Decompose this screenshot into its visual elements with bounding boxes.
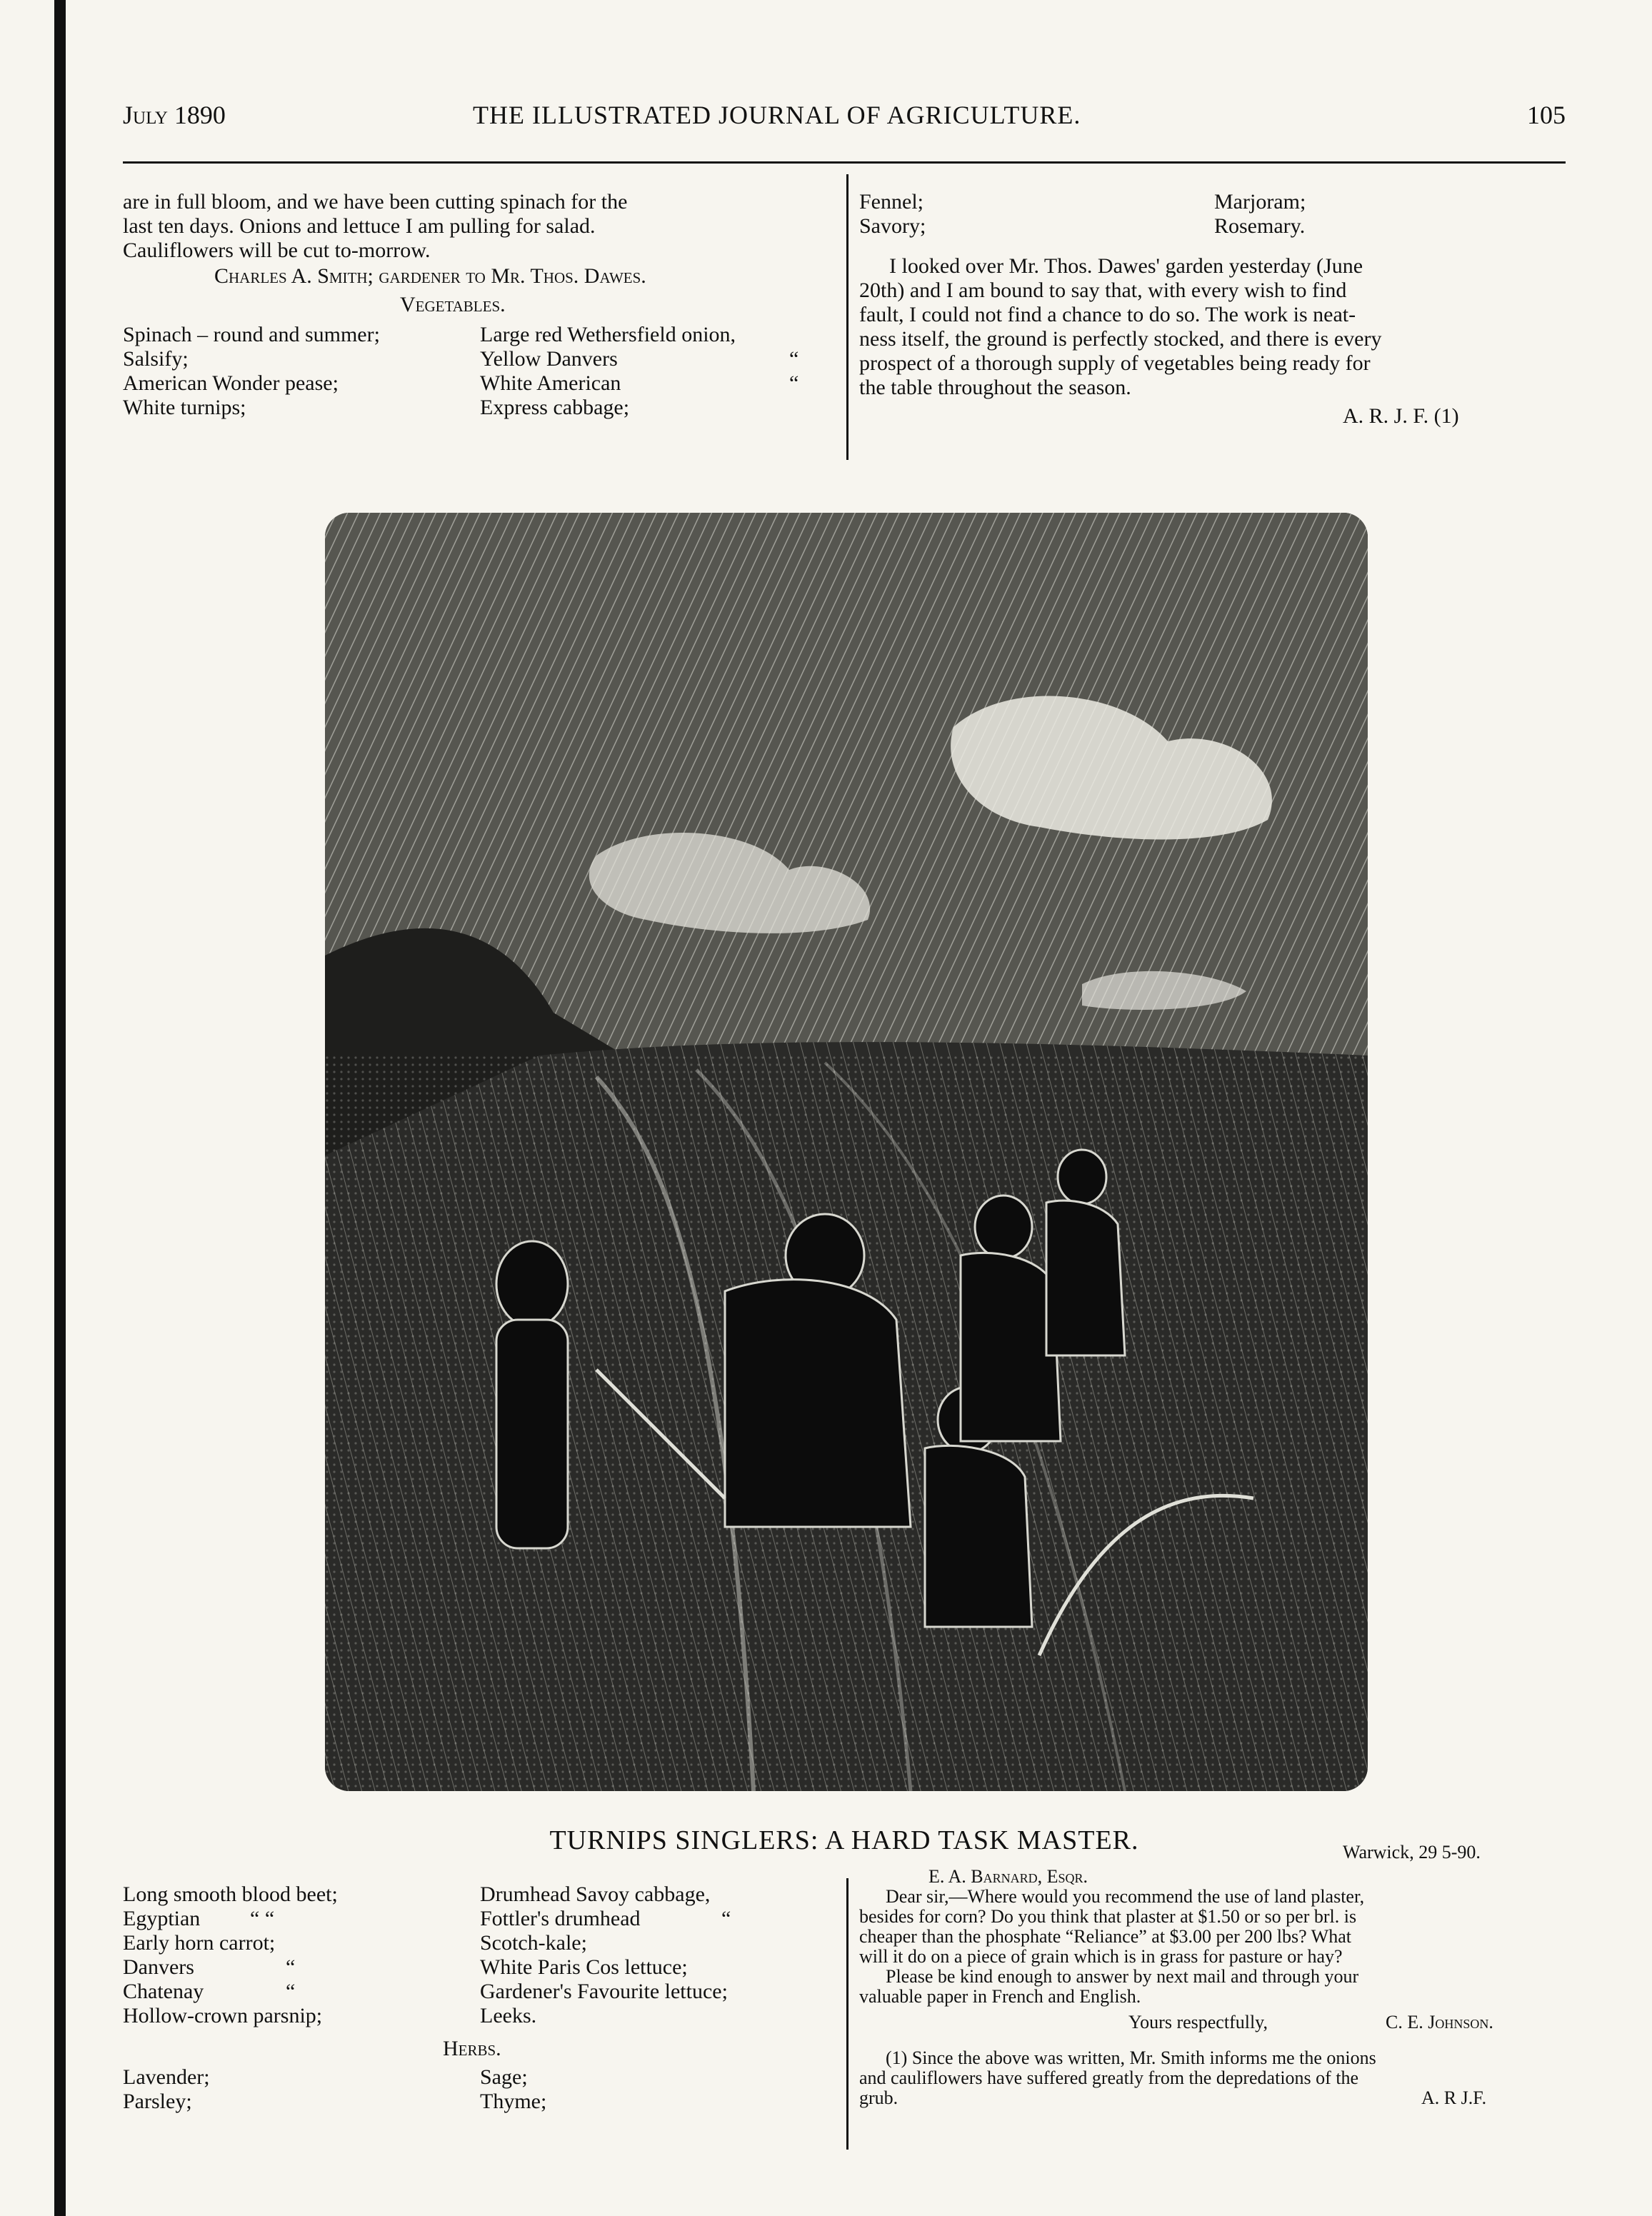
letter-sender: C. E. Johnson. [1386,2012,1493,2032]
letter-addressee: E. A. Barnard, Esqr. [928,1866,1088,1887]
herb-list-item: Savory; [859,214,926,238]
letter-line-4: will it do on a piece of grain which is in grass for pasture or hay? [859,1946,1343,1967]
inspection-line-6: the table throughout the season. [859,376,1131,399]
top-left-line-1: are in full bloom, and we have been cutting spinach for the [123,190,628,214]
herb-list-item: Lavender; [123,2065,210,2089]
veg-list-item: Spinach – round and summer; [123,323,380,346]
ditto-mark: “ [789,371,799,395]
ditto-mark: “ [789,347,799,371]
veg-list-item: Drumhead Savoy cabbage, [480,1882,711,1906]
veg-list-item: Express cabbage; [480,396,630,419]
letter-place-date: Warwick, 29 5-90. [1343,1842,1481,1862]
letter-closing: Yours respectfully, [1128,2012,1268,2032]
herb-list-item: Fennel; [859,190,923,214]
header-date: July 1890 [123,101,226,129]
veg-list-item: White American [480,371,621,395]
page-number: 105 [1527,101,1566,129]
veg-list-item: Leeks. [480,2004,537,2027]
gardener-signature: Charles A. Smith; gardener to Mr. Thos. Dawes. [214,264,646,288]
herb-list-item: Parsley; [123,2090,192,2113]
herb-list-item: Rosemary. [1214,214,1306,238]
veg-list-item: White Paris Cos lettuce; [480,1955,688,1979]
footnote-line-1: (1) Since the above was written, Mr. Smith informs me the onions [886,2047,1376,2068]
page-header [123,100,1566,143]
herbs-heading: Herbs. [443,2037,501,2060]
inspection-line-3: fault, I could not find a chance to do so. The work is neat- [859,303,1356,326]
vegetables-heading: Vegetables. [400,293,506,316]
ditto-mark: “ [286,1980,296,2003]
ditto-mark: “ [286,1955,296,1979]
herb-list-item: Thyme; [480,2090,547,2113]
letter-line-5: Please be kind enough to answer by next mail and through your [886,1966,1359,1987]
footnote-line-3: grub. [859,2087,898,2108]
veg-list-item: Long smooth blood beet; [123,1882,338,1906]
top-left-line-3: Cauliflowers will be cut to-morrow. [123,239,431,262]
inspection-line-5: prospect of a thorough supply of vegetables being ready for [859,351,1371,375]
figure-caption: TURNIPS SINGLERS: A HARD TASK MASTER. [549,1825,1139,1855]
veg-list-item: American Wonder pease; [123,371,339,395]
engraving-illustration [325,513,1368,1791]
veg-list-item: White turnips; [123,396,246,419]
column-rule-top [846,174,848,460]
header-rule [123,161,1566,164]
inspection-line-1: I looked over Mr. Thos. Dawes' garden yesterday (June [889,254,1363,278]
letter-line-1: Dear sir,—Where would you recommend the use of land plaster, [886,1886,1365,1907]
veg-list-item: Gardener's Favourite lettuce; [480,1980,728,2003]
letter-line-3: cheaper than the phosphate “Reliance” at $3.00 per 200 lbs? What [859,1926,1351,1947]
author-initials: A. R. J. F. (1) [1343,404,1459,428]
ditto-mark: “ [721,1907,731,1930]
letter-line-2: besides for corn? Do you think that plaster at $1.50 or so per brl. is [859,1906,1357,1927]
veg-list-item: Egyptian [123,1907,201,1930]
turnip-field-engraving [325,513,1368,1791]
veg-list-item: Danvers [123,1955,194,1979]
veg-list-item: Yellow Danvers [480,347,618,371]
veg-list-item: Scotch-kale; [480,1931,587,1955]
inspection-line-2: 20th) and I am bound to say that, with every wish to find [859,279,1347,302]
herb-list-item: Sage; [480,2065,528,2089]
veg-list-item: Early horn carrot; [123,1931,276,1955]
top-left-line-2: last ten days. Onions and lettuce I am pulling for salad. [123,214,596,238]
journal-title: THE ILLUSTRATED JOURNAL OF AGRICULTURE. [473,101,1081,129]
footnote-line-2: and cauliflowers have suffered greatly from the depredations of the [859,2067,1359,2088]
veg-list-item: Hollow-crown parsnip; [123,2004,323,2027]
inspection-line-4: ness itself, the ground is perfectly stocked, and there is every [859,327,1382,351]
column-rule-bottom [846,1878,848,2150]
letter-line-6: valuable paper in French and English. [859,1986,1141,2007]
footnote-signature: A. R J.F. [1421,2087,1487,2108]
ditto-mark: “ “ [250,1907,275,1930]
veg-list-item: Salsify; [123,347,189,371]
veg-list-item: Large red Wethersfield onion, [480,323,736,346]
herb-list-item: Marjoram; [1214,190,1306,214]
page-edge-bar [54,0,66,2216]
veg-list-item: Fottler's drumhead [480,1907,641,1930]
veg-list-item: Chatenay [123,1980,204,2003]
